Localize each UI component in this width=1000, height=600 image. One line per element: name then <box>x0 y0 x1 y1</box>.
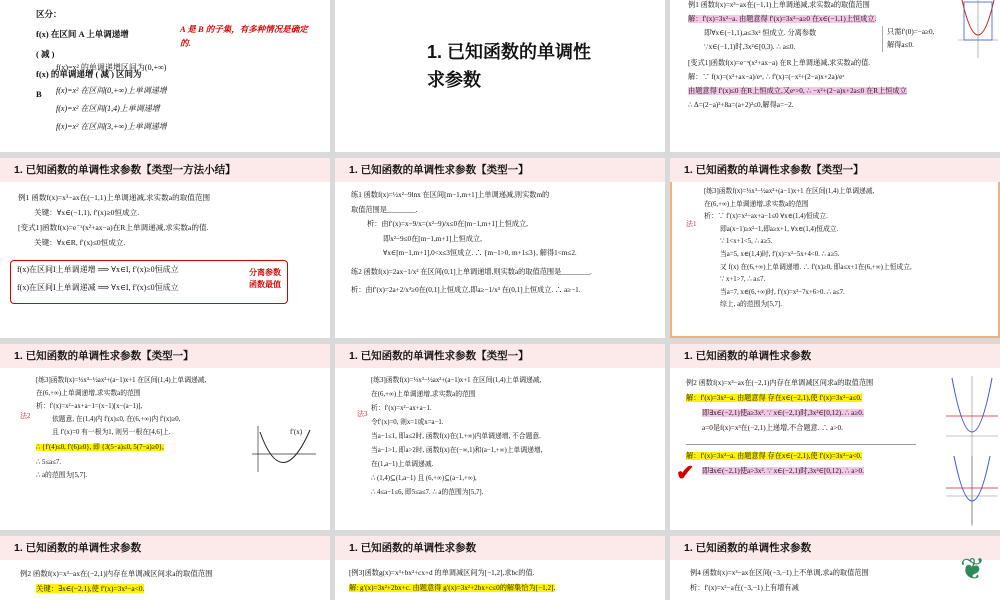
slide-1-line: ( 减 ) <box>36 49 55 59</box>
slide-6-line: ∵ 1<x+1<5, ∴ a≥5. <box>720 238 773 246</box>
slide-8-line: 析：f′(x)=x²−ax+a−1. <box>371 405 432 412</box>
slide-6-line: 当a=7, x∈(6,+∞)时, f′(x)=x²−7x+6>0. ∴ a≤7. <box>720 288 845 296</box>
slide-3-side-line: 只需f′(0)=−a≥0, <box>887 28 935 36</box>
slide-9-highlight: 即∃x∈(−2,1)使a≥3x². ∵ x∈(−2,1)时,3x²∈[0,12). ∴ a≥0. <box>702 409 864 417</box>
slide-9-header: 1. 已知函数的单调性求参数 <box>670 344 1000 368</box>
slide-9-content <box>686 376 990 526</box>
slide-4-line: [变式1]函数f(x)=e⁻ˣ(x²+ax−a)在R上单调递减,求实数a的值. <box>18 223 209 232</box>
slide-3-parabola-graph <box>958 0 998 60</box>
slide-3-highlight: 由题意得 f′(x)≤0 在R上恒成立,又eˣ>0, ∴ −x²+(2−a)x+2a≤0 在R上恒成立 <box>688 87 907 95</box>
slide-11-highlight: 解: g′(x)=3x²+2bx+c. 由题意得 g′(x)=3x²+2bx+c≤0的解集恰为[−1,2]. <box>349 584 556 592</box>
slide-4-header: 1. 已知函数的单调性求参数【类型一方法小结】 <box>0 158 330 182</box>
slide-7-line: ∴ a的范围为[5,7]. <box>36 472 87 479</box>
slide-1-overlap: f(x)=x² 的单调递增区间为(0,+∞) <box>56 63 167 72</box>
slide-1-note: A 是 B 的子集，有多种情况是确定的. <box>180 24 308 48</box>
slide-8-line: ∴ 4≤a−1≤6, 即5≤a≤7. ∴ a的范围为[5,7]. <box>371 489 484 496</box>
slide-4-line: 关键：∀x∈(−1,1), f′(x)≥0恒成立. <box>34 208 140 217</box>
slide-4-summary-row: f(x)在区间I上单调递减 ⟹ ∀x∈I, f′(x)≤0恒成立 <box>17 283 179 292</box>
slide-3-content <box>688 0 990 148</box>
slide-3-line <box>688 12 990 26</box>
slide-thumbnail-2[interactable] <box>335 0 665 152</box>
slide-3-line: 即∀x∈(−1,1),a≤3x² 恒成立. 分离参数 <box>704 29 817 37</box>
slide-9-line: a=0是f(x)=x³在(−2,1)上递增,不合题意. ∴ a>0. <box>702 424 843 432</box>
slide-5-line: 练2 函数f(x)=2ax−1/x² 在区间(0,1]上单调递增,则实数a的取值范围是________. <box>351 267 592 276</box>
slide-11-header: 1. 已知函数的单调性求参数 <box>335 536 665 560</box>
slide-7-method-tag: 法2 <box>20 412 31 420</box>
slide-5-line: ∀x∈[m−1,m+1],0<x≤3恒成立. ∴ {m−1>0, m+1≤3}, 解得1<m≤2. <box>383 249 577 257</box>
slide-7-line: [练3]函数f(x)=⅓x³−½ax²+(a−1)x+1 在区间(1,4)上单调递减, <box>36 377 207 384</box>
slide-6-line: 即a(x−1)≥x²−1,即a≥x+1, ∀x∈(1,4)恒成立. <box>720 225 839 233</box>
slide-9-cubic-graph <box>946 376 998 526</box>
slide-7-line: 析：f′(x)=x²−ax+a−1=(x−1)[x−(a−1)], <box>36 403 143 410</box>
slide-8-line: 当a−1>1, 即a>2时, 函数f(x)在(−∞,1)和(a−1,+∞)上单调递增, <box>371 447 543 454</box>
slide-4-line: 例1 函数f(x)=x³−ax在(−1,1)上单调递减,求实数a的取值范围 <box>18 193 211 202</box>
slide-8-method-tag: 法3 <box>357 410 368 418</box>
slide-thumbnail-3[interactable] <box>670 0 1000 152</box>
slide-10-header: 1. 已知函数的单调性求参数 <box>0 536 330 560</box>
slide-6-line: ∵ x+1>7, ∴ a≤7. <box>720 276 766 284</box>
slide-3-line: ∵x∈(−1,1)时,3x²∈[0,3). ∴ a≤0. <box>704 43 796 51</box>
slide-5-line: 练1 函数f(x)=½x²−9lnx 在区间[m−1,m+1]上单调递减,则实数m的 <box>351 191 550 199</box>
slide-7-graph-label: f′(x) <box>290 428 303 436</box>
slide-1-item: f(x)=x² 在区间(1,4)上单调递增 <box>56 104 160 113</box>
slide-10-line: 例2 函数f(x)=x³−ax在(−2,1)内存在单调减区间求a的取值范围 <box>20 569 213 578</box>
slide-8-line: 在(6,+∞)上单调递增,求实数a的范围 <box>371 391 476 398</box>
slide-12-line: 例4 函数f(x)=x³−ax在区间(−3,−1)上不单调,求a的取值范围 <box>690 569 869 577</box>
slide-7-line: 在(6,+∞)上单调递增,求实数a的范围 <box>36 390 141 397</box>
slide-4-line: 关键：∀x∈R, f′(x)≤0恒成立. <box>34 238 126 247</box>
slide-4-summary-box <box>10 260 288 304</box>
slide-8-line: 当a−1≤1, 即a≤2时, 函数f(x)在(1,+∞)内单调递增, 不合题意. <box>371 433 541 440</box>
slide-9-highlight: 解：f′(x)=3x²−a. 由题意得 存在x∈(−2,1),使 f′(x)=3x²−a≤0. <box>686 394 862 402</box>
slide-thumbnail-12[interactable] <box>670 536 1000 600</box>
slide-thumbnail-6[interactable] <box>670 158 1000 338</box>
slide-5-header: 1. 已知函数的单调性求参数【类型一】 <box>335 158 665 182</box>
slide-12-content <box>690 566 990 596</box>
slide-3-side-note <box>882 26 934 52</box>
slide-1-item: f(x)=x² 在区间(3,+∞)上单调递增 <box>56 122 167 131</box>
slide-7-derivative-graph <box>246 424 318 474</box>
slide-6-line: 综上, a的范围为[5,7]. <box>720 301 782 309</box>
slide-9-highlight: 解：f′(x)=3x²−a. 由题意得 存在x∈(−2,1),使 f′(x)=3x²−a<0. <box>686 452 862 460</box>
slide-7-line: 且 f′(x)=0 有一根为1, 则另一根在[4,6]上. <box>52 429 171 436</box>
slide-3-line: ∴ Δ=(2−a)²+8a=(a+2)²≤0,解得a=−2. <box>688 101 794 109</box>
slide-9-highlight: 即∃x∈(−2,1)使a>3x². ∵ x∈(−2,1)时,3x²∈[0,12). ∴ a>0. <box>702 467 864 475</box>
slide-12-header: 1. 已知函数的单调性求参数 <box>670 536 1000 560</box>
slide-4-summary-row: f(x)在区间I上单调递增 ⟹ ∀x∈I, f′(x)≥0恒成立 <box>17 265 179 274</box>
slide-8-line: ∴ (1,4)⊆(1,a−1) 且 (6,+∞)⊆(a−1,+∞), <box>371 475 477 482</box>
slide-11-content <box>349 566 655 596</box>
slide-2-title: 1. 已知函数的单调性求参数 <box>427 42 592 90</box>
slide-4-summary-labels <box>249 267 281 291</box>
slide-4-summary-label: 函数最值 <box>249 280 281 289</box>
slide-thumbnail-8[interactable] <box>335 344 665 530</box>
slide-3-line: [变式1]函数f(x)=e⁻ˣ(x²+ax−a) 在R上单调递减,求实数a的值. <box>688 59 871 67</box>
checkmark-icon: ✔ <box>676 460 695 485</box>
slide-thumbnail-4[interactable] <box>0 158 330 338</box>
slide-3-line: 解：∵ f(x)=(x²+ax−a)/eˣ, ∴ f′(x)=(−x²+(2−a)x+2a)/eˣ <box>688 73 845 81</box>
slide-5-line: 即x²−9≤0在[m−1,m+1]上恒成立, <box>383 234 482 243</box>
slide-1-item: f(x)=x² 在区间(0,+∞)上单调递增 <box>56 86 167 95</box>
slide-9-line <box>686 449 990 464</box>
slide-5-content <box>351 188 655 334</box>
slide-thumbnail-7[interactable] <box>0 344 330 530</box>
slide-6-method-tag: 法1 <box>686 220 697 228</box>
leaf-branch-icon: ❦ <box>960 553 986 586</box>
slide-8-line: [练3]函数f(x)=⅓x³−½ax²+(a−1)x+1 在区间(1,4)上单调递减, <box>371 377 542 384</box>
slide-1-line: f(x) 的单调递增 ( 减 ) 区间为 <box>36 69 142 79</box>
slide-9-line <box>686 464 990 479</box>
slide-thumbnail-5[interactable] <box>335 158 665 338</box>
slide-1-line: B <box>36 89 42 99</box>
slide-6-content <box>704 186 990 334</box>
slide-7-highlight: ∴ {f′(4)≤0, f′(6)≥0}, 即 {3(5−a)≤0, 5(7−a)≥0}, <box>36 444 164 451</box>
slide-thumbnail-1[interactable] <box>0 0 330 152</box>
slide-4-summary-label: 分离参数 <box>249 268 281 277</box>
slide-1-line: 区分： <box>36 9 62 19</box>
slide-8-line: 令f′(x)=0, 则x=1或x=a−1. <box>371 419 444 426</box>
slide-8-content <box>371 374 655 526</box>
slide-3-line <box>688 84 990 98</box>
slide-10-content <box>20 566 320 596</box>
slide-6-line: [练3]函数f(x)=⅓x³−½ax²+(a−1)x+1 在区间(1,4)上单调递减, <box>704 188 875 195</box>
slide-10-highlight: 关键：∃x∈(−2,1),使 f′(x)=3x²−a<0. <box>36 584 145 593</box>
slide-thumbnail-10[interactable] <box>0 536 330 600</box>
slide-11-line <box>349 581 655 596</box>
slide-9-line: 例2 函数f(x)=x³−ax在(−2,1)内存在单调减区间求a的取值范围 <box>686 379 874 387</box>
slide-8-line: 在(1,a−1)上单调递减. <box>371 461 434 468</box>
slide-11-line: [例3]函数g(x)=x³+bx²+cx+d 的单调减区间为[−1,2],求bc的值. <box>349 569 535 577</box>
slide-6-header: 1. 已知函数的单调性求参数【类型一】 <box>670 158 1000 182</box>
slide-thumbnail-9[interactable] <box>670 344 1000 530</box>
slide-8-header: 1. 已知函数的单调性求参数【类型一】 <box>335 344 665 368</box>
slide-9-divider <box>686 444 916 445</box>
slide-1-line: f(x) 在区间 A 上单调递增 <box>36 29 129 39</box>
slide-7-line: 依题意, 在(1,4)内 f′(x)≤0, 在(6,+∞)内 f′(x)≥0, <box>52 416 181 423</box>
slide-3-highlight: 解：f′(x)=3x²−a. 由题意得 f′(x)=3x²−a≥0 在x∈(−1,1)上恒成立. <box>688 15 877 23</box>
slide-6-line: 在(6,+∞)上单调递增,求实数a的范围 <box>704 200 809 208</box>
slide-12-line: 析：f′(x)=x²−a在(−3,−1)上有增有减 <box>690 584 799 592</box>
slide-10-line <box>20 581 320 596</box>
slide-3-side-line: 解得a≤0. <box>887 41 914 49</box>
slide-1-items <box>56 82 167 136</box>
slide-6-line: 析：∵ f′(x)=x²−ax+a−1≤0 ∀x∈(1,4)恒成立. <box>704 213 828 221</box>
slide-6-line: 当a=5, x∈(1,4)时, f′(x)=x²−5x+4<0. ∴ a≥5. <box>720 250 840 258</box>
slide-5-line: 析：由f′(x)=x−9/x=(x²−9)/x≤0在[m−1,m+1]上恒成立, <box>367 220 528 228</box>
slide-9-line <box>686 406 990 421</box>
slide-5-line: 析：由f′(x)=2a+2/x³≥0在(0,1]上恒成立,即a≥−1/x³ 在(0,1]上恒成立. ∴ a≥−1. <box>351 286 581 294</box>
slide-3-line: 例1 函数f(x)=x³−ax在(−1,1)上单调递减,求实数a的取值范围 <box>688 1 870 9</box>
slide-5-line: 取值范围是________. <box>351 205 418 214</box>
slide-9-line <box>686 391 990 406</box>
slide-thumbnail-11[interactable] <box>335 536 665 600</box>
slide-7-line: ∴ 5≤a≤7. <box>36 459 61 466</box>
slide-6-line: 又 f(x) 在(6,+∞)上单调递增. ∴ f′(x)≥0, 即a≤x+1在(6,+∞)上恒成立, <box>720 263 912 271</box>
slide-7-header: 1. 已知函数的单调性求参数【类型一】 <box>0 344 330 368</box>
